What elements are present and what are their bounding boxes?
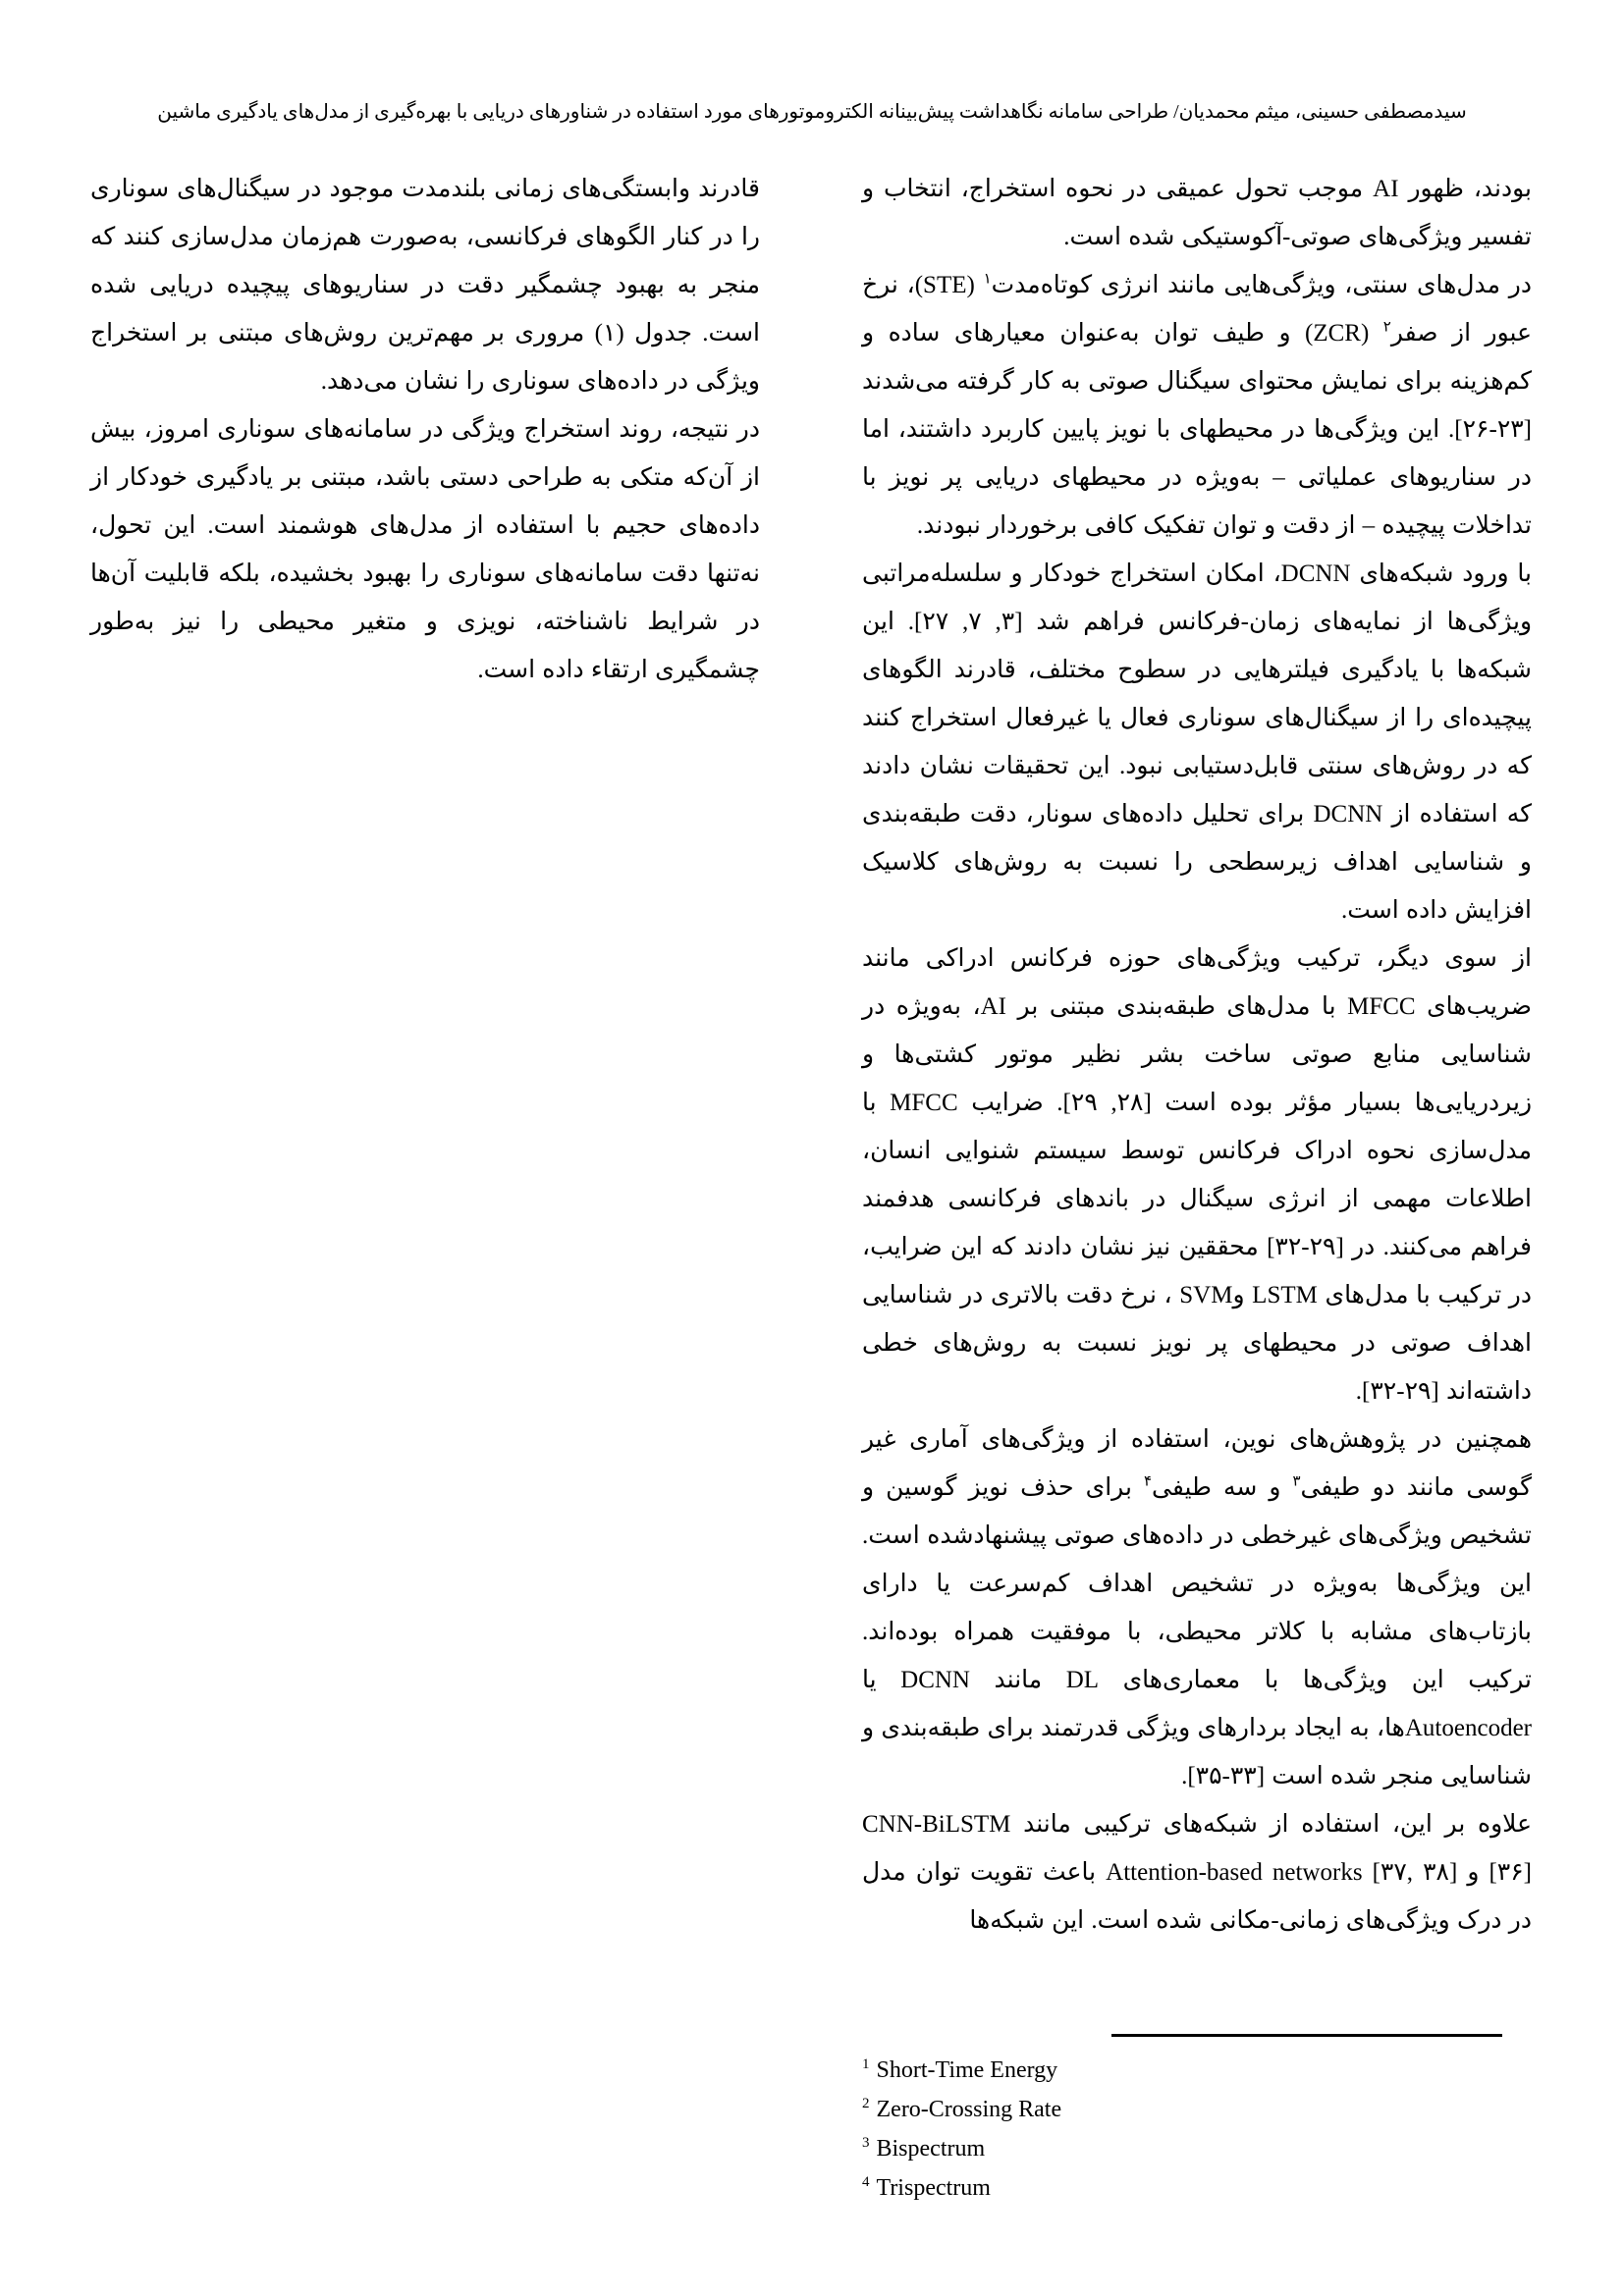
paragraph — [862, 165, 1532, 261]
footnote-item: $^4$ Trispectrum — [862, 2174, 991, 2201]
text-run: قادرند وابستگی‌های زمانی بلندمدت موجود در سیگنال‌های سوناری را در کنار الگوهای فرکانسی، به‌صورت هم‌زمان مدل‌سازی کنند که منجر به بهبود چشمگیر دقت در سناریوهای پیچیده دریایی شده است. جدول (۱) مروری بر مهم‌ترین روش‌های مبتنی بر استخراج ویژگی در داده‌های سوناری را نشان می‌دهد. — [90, 176, 760, 395]
paragraph — [862, 550, 1532, 934]
text-run: در نتیجه، روند استخراج ویژگی در سامانه‌های سوناری امروز، بیش از آن‌که متکی به طراحی دستی باشد، مبتنی بر یادگیری خودکار از داده‌های حجیم با استفاده از مدل‌های هوشمند است. این تحول، نه‌تنها دقت سامانه‌های سوناری را بهبود بخشیده، بلکه قابلیت آن‌ها در شرایط ناشناخته، نویزی و متغیر محیطی را نیز به‌طور چشمگیری ارتقاء داده است. — [90, 416, 760, 683]
text-run: و سه طیفی — [1152, 1474, 1293, 1501]
paragraph — [862, 934, 1532, 1415]
footnote-item: $^2$ Zero-Crossing Rate — [862, 2096, 1062, 2122]
footnote-area — [862, 2034, 1532, 2208]
footnote-list — [862, 2051, 1532, 2208]
footnote-number: 1 — [862, 2056, 870, 2072]
footnote-item: $^1$ Short-Time Energy — [862, 2056, 1058, 2083]
footnote-item: $^3$ Bispectrum — [862, 2135, 986, 2162]
footnote-ref-marker: ۱ — [983, 271, 992, 288]
footnote-ref-marker: ۴ — [1143, 1473, 1153, 1490]
text-run: در مدل‌های سنتی، ویژگی‌هایی مانند انرژی کوتاه‌مدت — [991, 272, 1532, 298]
footnote-number: 3 — [862, 2135, 870, 2151]
footnote-number: 4 — [862, 2174, 870, 2190]
text-run: از سوی دیگر، ترکیب ویژگی‌های حوزه فرکانس ادراکی مانند ضریب‌های MFCC با مدل‌های طبقه‌بندی مبتنی بر AI، به‌ویژه در شناسایی منابع صوتی ساخت بشر نظیر موتور کشتی‌ها و زیردریایی‌ها بسیار مؤثر بوده است [۲۸, ۲۹]. ضرایب MFCC با مدل‌سازی نحوه ادراک فرکانس توسط سیستم شنوایی انسان، اطلاعات مهمی از انرژی سیگنال در باندهای فرکانسی هدفمند فراهم می‌کنند. در [۲۹-۳۲] محققین نیز نشان دادند که این ضرایب، در ترکیب با مدل‌های LSTM وSVM ، نرخ دقت بالاتری در شناسایی اهداف صوتی در محیطهای پر نویز نسبت به روش‌های خطی داشته‌اند [۲۹-۳۲]. — [862, 945, 1533, 1405]
paragraph — [90, 405, 760, 694]
footnote-ref-marker: ۳ — [1292, 1473, 1301, 1490]
paragraph — [862, 1800, 1532, 1945]
footnote-separator-rule — [1111, 2034, 1502, 2037]
paragraph — [90, 165, 760, 405]
text-run: علاوه بر این، استفاده از شبکه‌های ترکیبی مانند CNN-BiLSTM [۳۶] و Attention-based networks [۳۷, ۳۸] باعث تقویت توان مدل در درک ویژگی‌های زمانی-مکانی شده است. این شبکه‌ها — [862, 1811, 1532, 1934]
body-columns — [90, 165, 1532, 1945]
text-run: با ورود شبکه‌های DCNN، امکان استخراج خودکار و سلسله‌مراتبی ویژگی‌ها از نمایه‌های زمان-فرکانس فراهم شد [۳, ۷, ۲۷]. این شبکه‌ها با یادگیری فیلترهایی در سطوح مختلف، قادرند الگوهای پیچیده‌ای را از سیگنال‌های سوناری فعال یا غیرفعال استخراج کنند که در روش‌های سنتی قابل‌دستیابی نبود. این تحقیقات نشان دادند که استفاده از DCNN برای تحلیل داده‌های سونار، دقت طبقه‌بندی و شناسایی اهداف زیرسطحی را نسبت به روش‌های کلاسیک افزایش داده است. — [862, 561, 1533, 924]
paragraph — [862, 1415, 1532, 1800]
column-right — [862, 165, 1532, 1945]
footnote-ref-marker: ۲ — [1382, 319, 1391, 336]
text-run: (STE)، نرخ عبور از صفر — [862, 272, 1532, 347]
text-run: همچنین در پژوهش‌های نوین، استفاده از ویژگی‌های آماری غیر گوسی مانند دو طیفی — [862, 1426, 1532, 1501]
column-left — [90, 165, 760, 1945]
text-run: (ZCR) و طیف توان به‌عنوان معیارهای ساده و کم‌هزینه برای نمایش محتوای سیگنال صوتی به کار گرفته می‌شدند [۲۳-۲۶]. این ویژگی‌ها در محیطهای با نویز پایین کاربرد داشتند، اما در سناریوهای عملیاتی – به‌ویژه در محیطهای دریایی پر نویز با تداخلات پیچیده – از دقت و توان تفکیک کافی برخوردار نبودند. — [862, 320, 1532, 539]
text-run: برای حذف نویز گوسین و تشخیص ویژگی‌های غیرخطی در داده‌های صوتی پیشنهادشده است. این ویژگی‌ها به‌ویژه در تشخیص اهداف کم‌سرعت یا دارای بازتاب‌های مشابه با کلاتر محیطی، با موفقیت همراه بوده‌اند. ترکیب این ویژگی‌ها با معماری‌های DL مانند DCNN یا Autoencoderها، به ایجاد بردارهای ویژگی قدرتمند برای طبقه‌بندی و شناسایی منجر شده است [۳۳-۳۵]. — [862, 1474, 1532, 1789]
running-header: سیدمصطفی حسینی، میثم محمدیان/ طراحی سامانه نگاهداشت پیش‌بینانه الکتروموتورهای مورد استفاده در شناورهای دریایی با بهره‌گیری از مدل‌های یادگیری ماشین — [157, 101, 1467, 123]
paragraph — [862, 261, 1532, 550]
text-run: بودند، ظهور AI موجب تحول عمیقی در نحوه استخراج، انتخاب و تفسیر ویژگی‌های صوتی-آکوستیکی شده است. — [862, 176, 1532, 250]
footnote-number: 2 — [862, 2096, 870, 2111]
